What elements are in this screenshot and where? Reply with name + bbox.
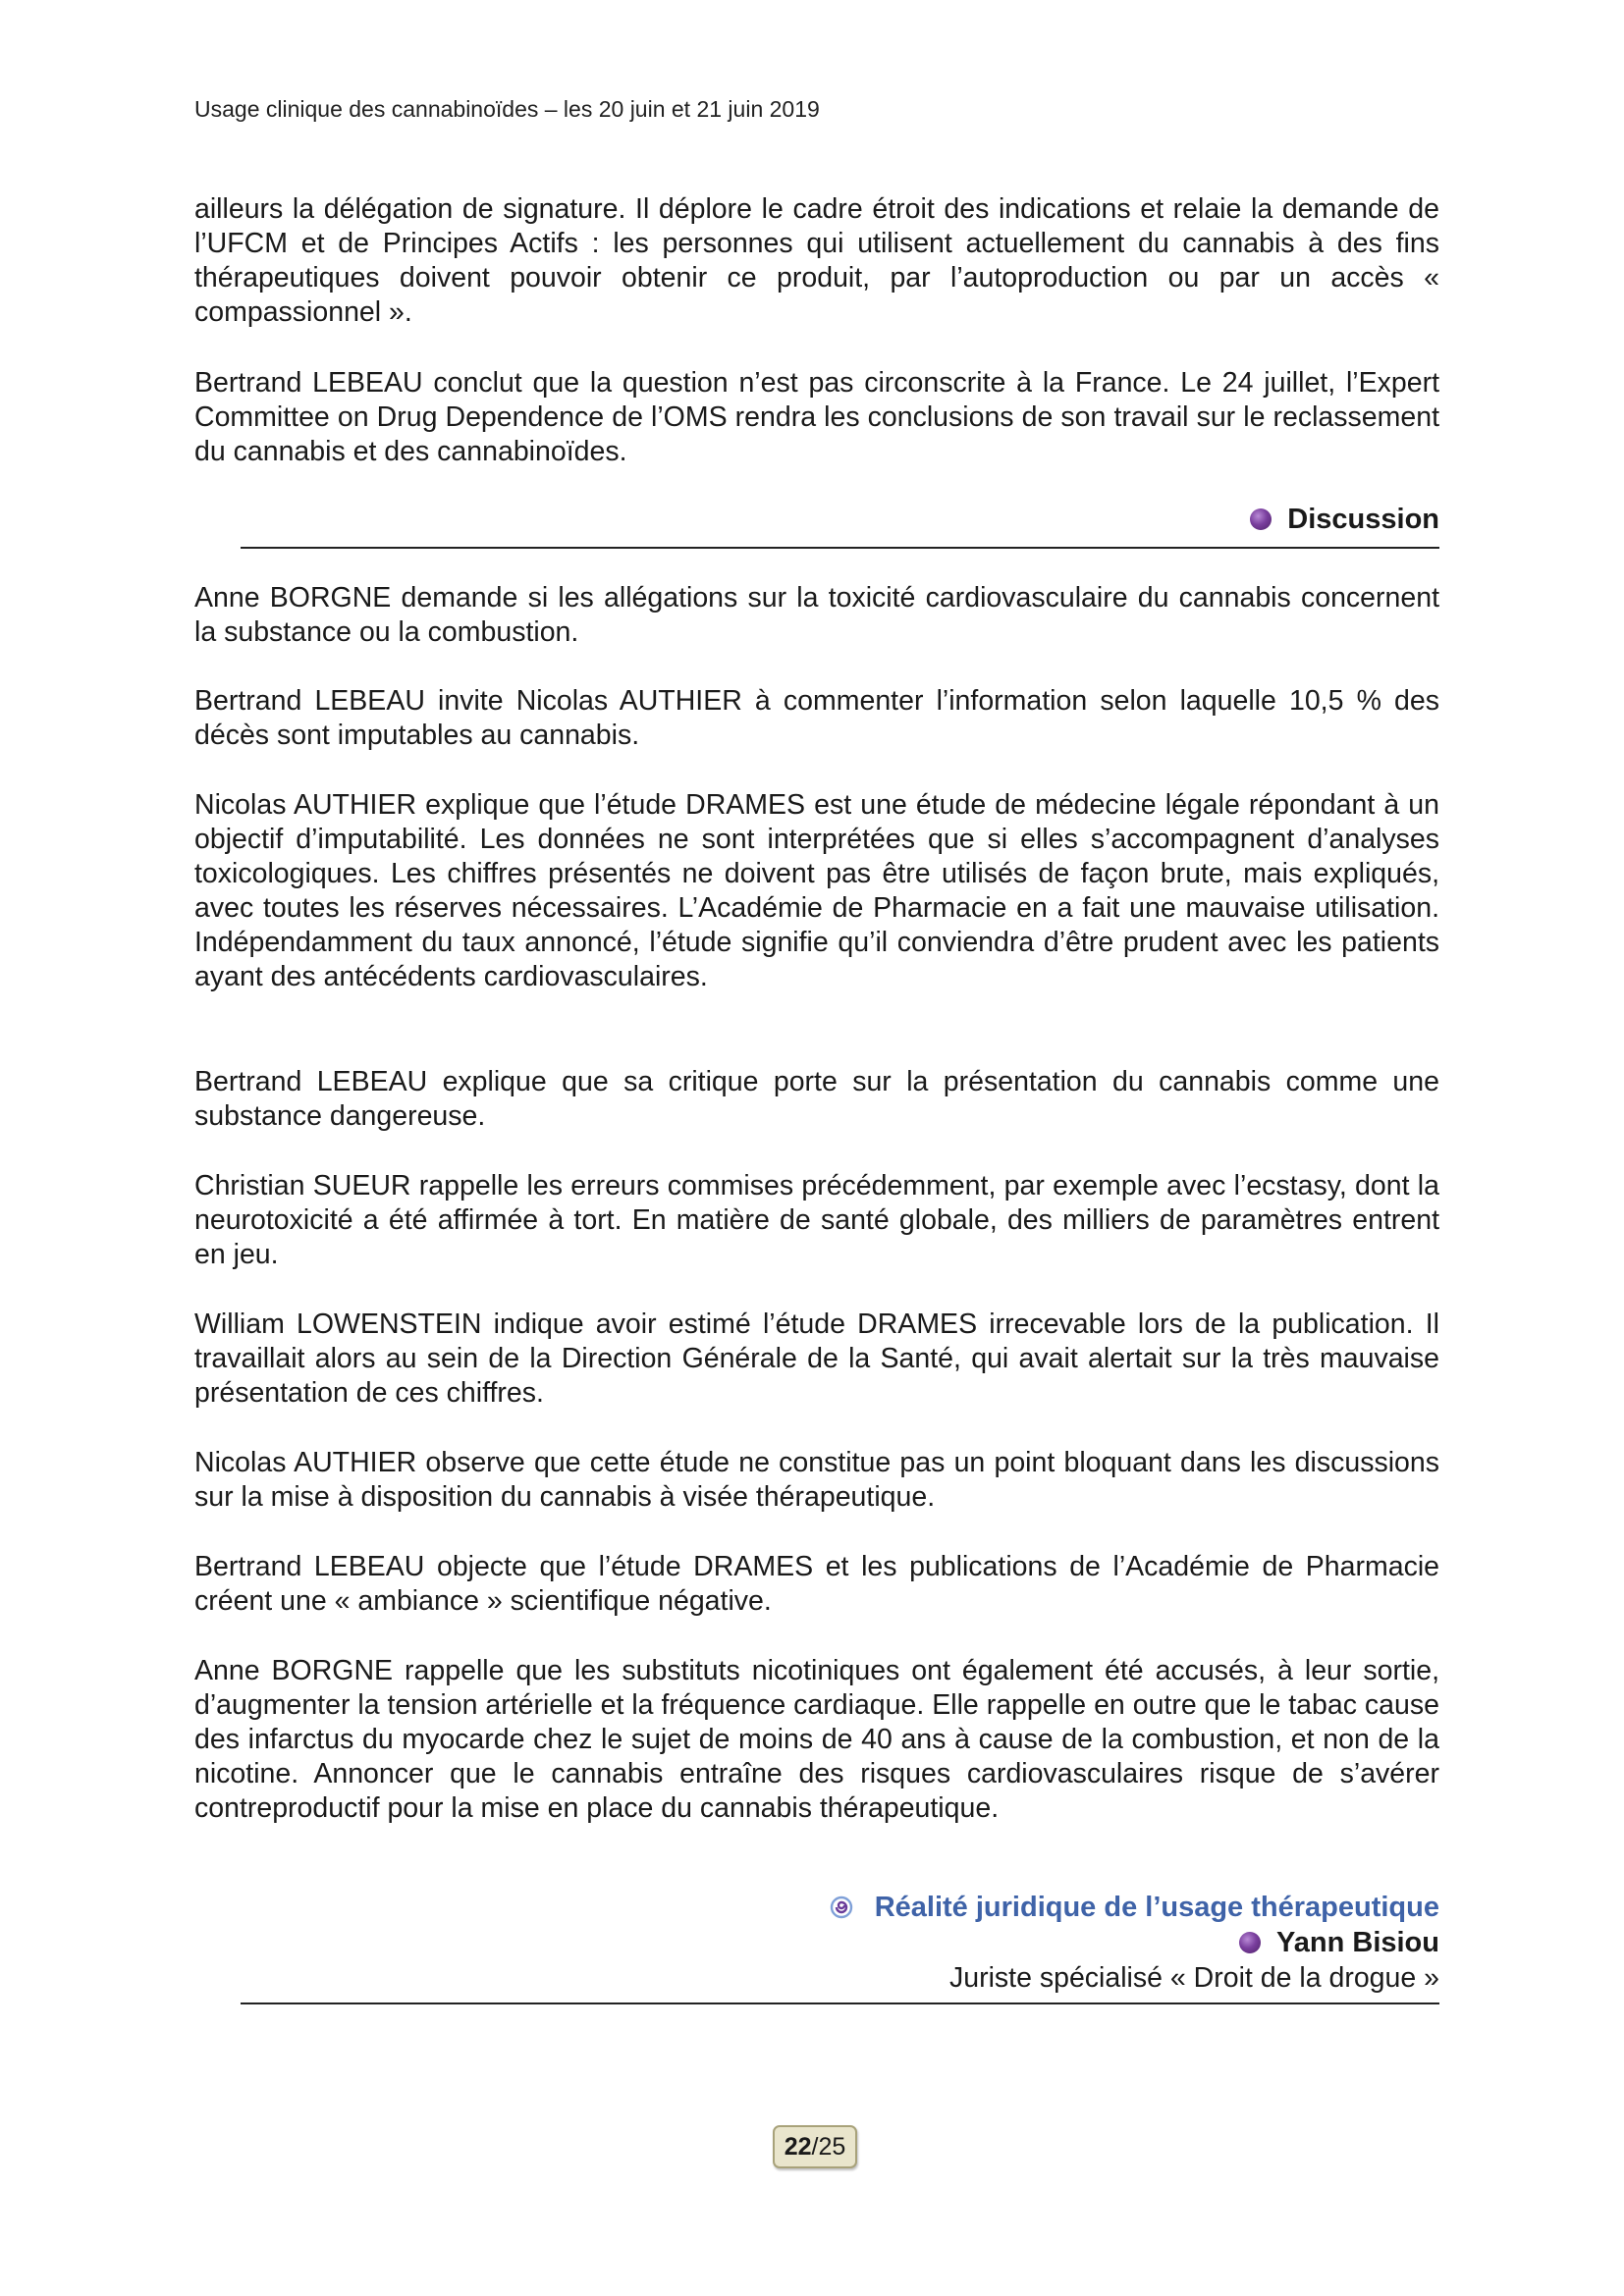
purple-bullet-icon <box>1239 1932 1261 1953</box>
discussion-paragraph: Nicolas AUTHIER observe que cette étude ne constitue pas un point bloquant dans les discussions sur la mise à disposition du cannabis à visée thérapeutique. <box>194 1447 1439 1513</box>
running-header: Usage clinique des cannabinoïdes – les 20 juin et 21 juin 2019 <box>194 96 820 122</box>
discussion-paragraph: Nicolas AUTHIER explique que l’étude DRAMES est une étude de médecine légale répondant à un objectif d’imputabilité. Les données ne sont interprétées que si elles s’accompagnent d’analyses toxicologiques. Les chiffres présentés ne doivent pas être utilisés de façon brute, mais expliqués, avec toutes les réserves nécessaires. L’Académie de Pharmacie en a fait une mauvaise utilisation. Indépendamment du taux annoncé, l’étude signifie qu’il conviendra d’être prudent avec les patients ayant des antécédents cardiovasculaires. <box>194 789 1439 992</box>
next-section-title <box>830 1892 1439 1924</box>
discussion-paragraph: Bertrand LEBEAU invite Nicolas AUTHIER à commenter l’information selon laquelle 10,5 % des décès sont imputables au cannabis. <box>194 685 1439 751</box>
section-divider <box>241 2002 1439 2004</box>
speaker-name-label: Yann Bisiou <box>1276 1927 1439 1958</box>
paragraph-lebeau-conclusion: Bertrand LEBEAU conclut que la question n’est pas circonscrite à la France. Le 24 juillet, l’Expert Committee on Drug Dependence de l’OMS rendra les conclusions de son travail sur le reclassement du cannabis et des cannabinoïdes. <box>194 367 1439 467</box>
spiral-icon <box>830 1896 853 1919</box>
discussion-paragraph: Christian SUEUR rappelle les erreurs commises précédemment, par exemple avec l’ecstasy, dont la neurotoxicité a été affirmée à tort. En matière de santé globale, des milliers de paramètres entrent en jeu. <box>194 1170 1439 1270</box>
discussion-heading <box>1250 504 1439 536</box>
discussion-paragraph: Bertrand LEBEAU explique que sa critique porte sur la présentation du cannabis comme une substance dangereuse. <box>194 1066 1439 1132</box>
discussion-paragraph: Bertrand LEBEAU objecte que l’étude DRAMES et les publications de l’Académie de Pharmacie créent une « ambiance » scientifique négative. <box>194 1551 1439 1617</box>
discussion-heading-label: Discussion <box>1287 504 1439 535</box>
discussion-paragraph: Anne BORGNE rappelle que les substituts nicotiniques ont également été accusés, à leur sortie, d’augmenter la tension artérielle et la fréquence cardiaque. Elle rappelle en outre que le tabac cause des infarctus du myocarde chez le sujet de moins de 40 ans à cause de la combustion, et non de la nicotine. Annoncer que le cannabis entraîne des risques cardiovasculaires risque de s’avérer contreproductif pour la mise en place du cannabis thérapeutique. <box>194 1655 1439 1824</box>
discussion-paragraph: Anne BORGNE demande si les allégations sur la toxicité cardiovasculaire du cannabis concernent la substance ou la combustion. <box>194 582 1439 648</box>
next-section-title-label: Réalité juridique de l’usage thérapeutique <box>874 1892 1439 1923</box>
speaker-name <box>1239 1927 1439 1959</box>
discussion-paragraph: William LOWENSTEIN indique avoir estimé l’étude DRAMES irrecevable lors de la publication. Il travaillait alors au sein de la Direction Générale de la Santé, qui avait alertait sur la très mauvaise présentation de ces chiffres. <box>194 1308 1439 1409</box>
current-page: 22 <box>784 2133 812 2161</box>
total-pages: /25 <box>811 2133 846 2161</box>
paragraph-continued: ailleurs la délégation de signature. Il déplore le cadre étroit des indications et relaie la demande de l’UFCM et de Principes Actifs : les personnes qui utilisent actuellement du cannabis à des fins thérapeutiques doivent pouvoir obtenir ce produit, par l’autoproduction ou par un accès « compassionnel ». <box>194 193 1439 328</box>
purple-bullet-icon <box>1250 508 1272 530</box>
page-number-badge <box>773 2125 857 2168</box>
discussion-divider <box>241 547 1439 549</box>
speaker-role: Juriste spécialisé « Droit de la drogue » <box>948 1962 1439 1994</box>
